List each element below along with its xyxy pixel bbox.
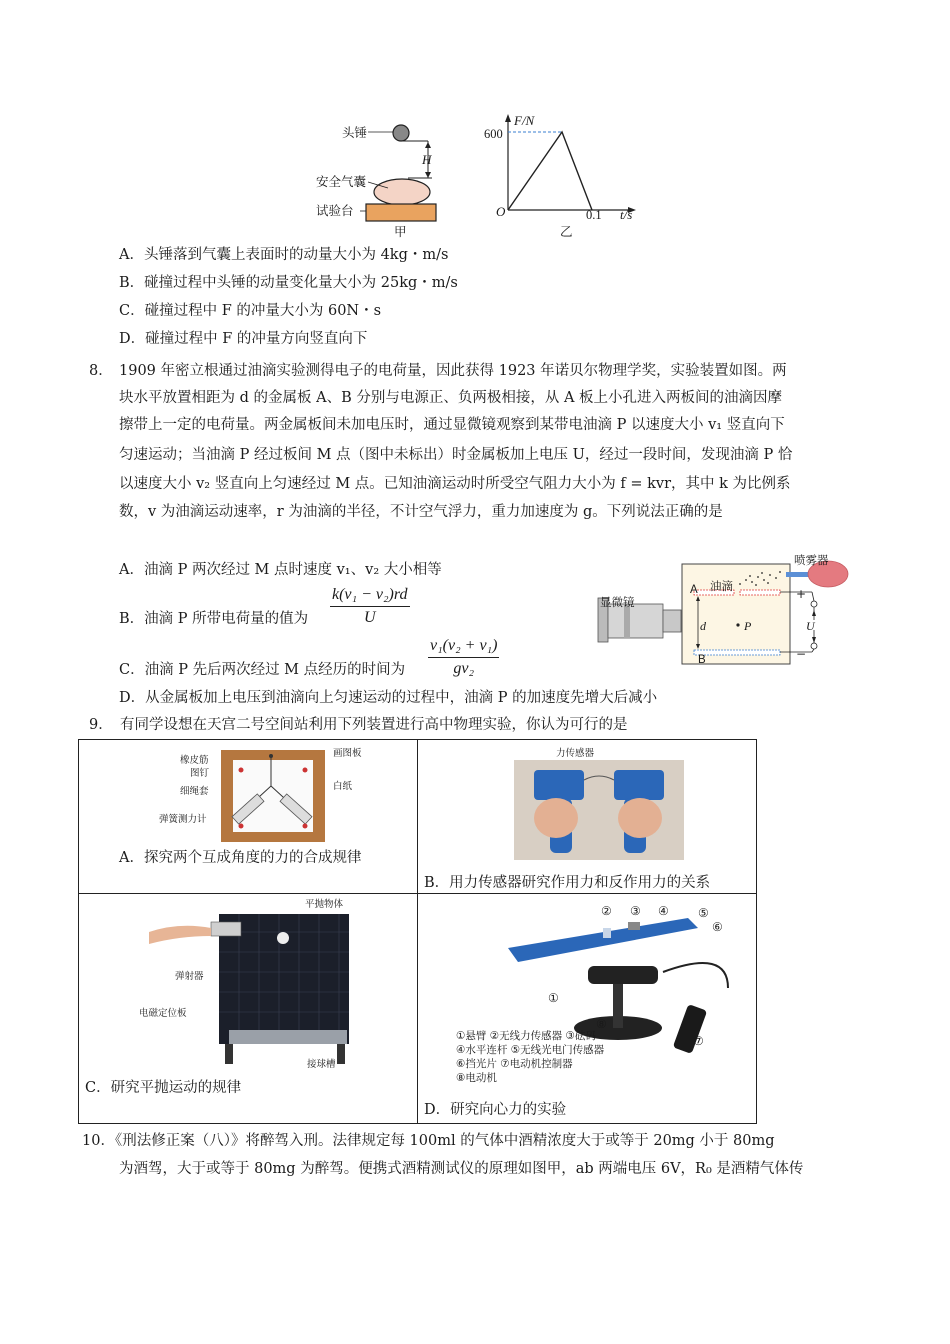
num-5: ⑤ <box>698 906 709 920</box>
q8-option-c-fraction <box>428 635 499 680</box>
q9-cell-d <box>418 894 758 1125</box>
caption-yi: 乙 <box>560 224 573 239</box>
projectile-board-photo <box>149 902 369 1072</box>
q9-option-b: B．用力传感器研究作用力和反作用力的关系 <box>424 875 711 891</box>
q9-options-table <box>78 739 757 1124</box>
q9-option-d: D．研究向心力的实验 <box>424 1102 567 1118</box>
label-pin: 图钉 <box>190 768 210 779</box>
label-sprayer: 喷雾器 <box>794 553 829 567</box>
label-minus: − <box>796 647 807 661</box>
num-7: ⑦ <box>693 1034 704 1048</box>
label-microscope: 显微镜 <box>600 595 635 609</box>
q8-line-6: 数，v 为油滴运动速率，r 为油滴的半径，不计空气浮力，重力加速度为 g。下列说法正确的是 <box>119 504 723 520</box>
label-airbag: 安全气囊 <box>316 174 367 189</box>
num-4: ④ <box>658 904 669 918</box>
q8-option-a: A．油滴 P 两次经过 M 点时速度 v₁、v₂ 大小相等 <box>119 562 442 578</box>
num-8: ⑧ <box>596 1017 607 1031</box>
caption-jia: 甲 <box>394 224 407 239</box>
label-hammer: 头锤 <box>342 125 368 140</box>
plate-a-right <box>740 590 780 595</box>
label-projectile: 平抛物体 <box>305 899 344 910</box>
legend-line-4: ⑧电动机 <box>456 1072 497 1084</box>
q9-cell-a <box>79 740 417 893</box>
q9-cell-c <box>79 894 417 1125</box>
q9-option-a: A．探究两个互成角度的力的合成规律 <box>119 850 362 866</box>
num-2: ② <box>601 904 612 918</box>
peak-value: 600 <box>484 127 503 141</box>
q7-option-a: A．头锤落到气囊上表面时的动量大小为 4kg・m/s <box>119 247 449 263</box>
q10-line-2: 为酒驾，大于或等于 80mg 为醉驾。便携式酒精测试仪的原理如图甲，ab 两端电压 6V，R₀ 是酒精气体传 <box>119 1161 804 1177</box>
q10-line-1: 10．《刑法修正案（八）》将醉驾入刑。法律规定每 100ml 的气体中酒精浓度大于或等于 20mg 小于 80mg <box>82 1133 775 1149</box>
label-rubber-band: 橡皮筋 <box>180 755 209 766</box>
label-u: U <box>806 619 815 633</box>
label-white-paper: 白纸 <box>333 781 353 792</box>
q9-option-c: C．研究平抛运动的规律 <box>85 1080 242 1096</box>
label-drawing-board: 画图板 <box>333 748 362 759</box>
xlabel: t/s <box>620 207 633 222</box>
label-d: d <box>700 619 706 633</box>
q8-option-c: C．油滴 P 先后两次经过 M 点经历的时间为 <box>119 662 406 678</box>
q8-line-1: 1909 年密立根通过油滴实验测得电子的电荷量，因此获得 1923 年诺贝尔物理学奖，实验装置如图。两 <box>119 363 787 379</box>
q8-option-b-denominator: U <box>363 609 376 626</box>
force-curve <box>508 132 592 210</box>
label-p: P <box>744 619 752 633</box>
q8-option-b: B．油滴 P 所带电荷量的值为 <box>119 611 309 627</box>
hammer-ball <box>393 125 409 141</box>
label-plus: + <box>796 587 807 601</box>
q8-option-c-denominator: gv₂ <box>453 660 475 677</box>
q7-option-c: C．碰撞过程中 F 的冲量大小为 60N・s <box>119 303 382 319</box>
q9-cell-b <box>418 740 758 893</box>
airbag <box>374 179 430 205</box>
ylabel: F/N <box>514 113 535 128</box>
x-tick: 0.1 <box>586 208 602 222</box>
q7-option-b: B．碰撞过程中头锤的动量变化量大小为 25kg・m/s <box>119 275 458 291</box>
plate-b <box>694 650 780 655</box>
label-plate-a: A <box>690 584 698 596</box>
q8-number: 8． <box>89 363 113 379</box>
label-plate-b: B <box>698 654 706 666</box>
legend-line-2: ④水平连杆 ⑤无线光电门传感器 <box>456 1044 605 1056</box>
label-force-sensor: 力传感器 <box>556 748 595 759</box>
label-string-loop: 细绳套 <box>180 786 209 797</box>
label-launcher: 弹射器 <box>175 971 204 982</box>
q8-option-d: D．从金属板加上电压到油滴向上匀速运动的过程中，油滴 P 的加速度先增大后减小 <box>119 690 658 706</box>
q8-option-b-numerator: k(v₁ − v₂)rd <box>330 584 410 607</box>
num-6: ⑥ <box>712 920 723 934</box>
origin-label: O <box>496 204 506 219</box>
force-sensor-photo <box>514 760 684 860</box>
legend-line-1: ①悬臂 ②无线力传感器 ③砝码 <box>456 1030 596 1042</box>
label-em-board: 电磁定位板 <box>139 1008 187 1019</box>
label-oil: 油滴 <box>710 579 733 593</box>
q8-line-3: 擦带上一定的电荷量。两金属板间未加电压时，通过显微镜观察到某带电油滴 P 以速度大小 v₁ 竖直向下 <box>119 417 785 433</box>
label-spring-scale: 弹簧测力计 <box>159 814 207 825</box>
q8-line-5: 以速度大小 v₂ 竖直向上匀速经过 M 点。已知油滴运动时所受空气阻力大小为 f = kvr，其中 k 为比例系 <box>119 476 791 492</box>
q8-line-2: 块水平放置相距为 d 的金属板 A、B 分别与电源正、负两极相接，从 A 板上小孔进入两板间的油滴因摩 <box>119 390 783 406</box>
q8-option-c-numerator: v₁(v₂ + v₁) <box>428 635 499 658</box>
test-table <box>366 204 436 221</box>
label-table: 试验台 <box>316 203 354 218</box>
q8-line-4: 匀速运动；当油滴 P 经过板间 M 点（图中未标出）时金属板加上电压 U，经过一段时间，发现油滴 P 恰 <box>119 447 793 463</box>
num-1: ① <box>548 991 559 1005</box>
force-board-illustration <box>149 746 349 846</box>
label-catch-tray: 接球槽 <box>307 1059 336 1070</box>
oil-drop-p <box>736 623 739 626</box>
label-h: H <box>422 152 432 167</box>
q9-stem: 9． 有同学设想在天宫二号空间站利用下列装置进行高中物理实验，你认为可行的是 <box>89 717 628 733</box>
q7-option-d: D．碰撞过程中 F 的冲量方向竖直向下 <box>119 331 368 347</box>
num-3: ③ <box>630 904 641 918</box>
q8-option-b-fraction <box>330 584 410 629</box>
legend-line-3: ⑥挡光片 ⑦电动机控制器 <box>456 1058 573 1070</box>
